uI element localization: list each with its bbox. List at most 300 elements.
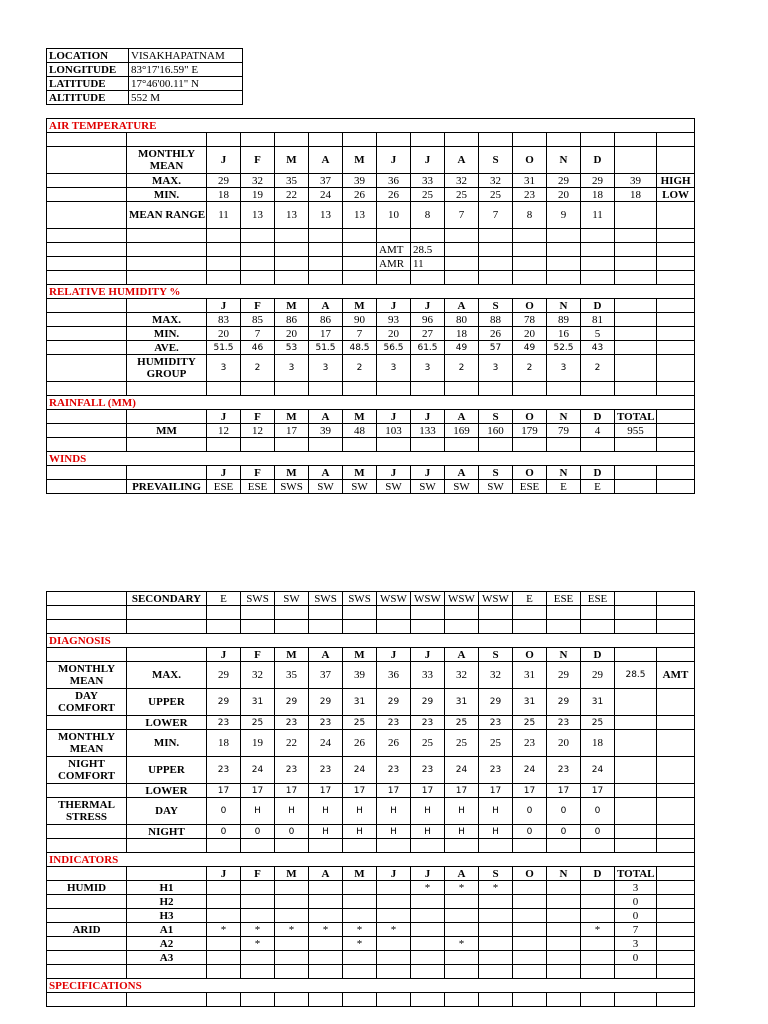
group-label: MONTHLY MEAN: [47, 730, 127, 757]
table-cell: [657, 382, 695, 396]
table-cell: [377, 993, 411, 1007]
table-cell: [275, 620, 309, 634]
group-label: DAY COMFORT: [47, 689, 127, 716]
value-cell: 2: [241, 355, 275, 382]
table-row: [47, 452, 695, 466]
value-cell: H: [309, 798, 343, 825]
indicator-mark: [207, 937, 241, 951]
indicator-mark: [275, 881, 309, 895]
value-cell: 26: [343, 188, 377, 202]
value-cell: 3: [377, 355, 411, 382]
table-cell: [581, 965, 615, 979]
table-cell: [547, 243, 581, 257]
table-cell: [615, 730, 657, 757]
table-cell: [275, 993, 309, 1007]
table-cell: [241, 229, 275, 243]
table-cell: [47, 466, 127, 480]
table-cell: [479, 257, 513, 271]
value-cell: ESE: [207, 480, 241, 494]
indicator-total: 0: [615, 909, 657, 923]
indicator-mark: *: [343, 937, 377, 951]
month-header: F: [241, 147, 275, 174]
indicator-mark: [275, 909, 309, 923]
indicator-code: H2: [127, 895, 207, 909]
value-cell: 17: [309, 784, 343, 798]
value-cell: 48: [343, 424, 377, 438]
month-header: D: [581, 648, 615, 662]
month-header: J: [377, 648, 411, 662]
table-cell: [547, 438, 581, 452]
total-header: TOTAL: [615, 410, 657, 424]
indicator-mark: [445, 923, 479, 937]
value-cell: 31: [581, 689, 615, 716]
table-cell: [615, 784, 657, 798]
indicator-mark: [581, 937, 615, 951]
table-cell: [513, 382, 547, 396]
table-row: [47, 410, 695, 424]
table-cell: [411, 229, 445, 243]
value-cell: E: [207, 592, 241, 606]
month-header: M: [343, 648, 377, 662]
value-cell: 31: [241, 689, 275, 716]
value-cell: 43: [581, 341, 615, 355]
table-cell: [657, 243, 695, 257]
group-label: THERMAL STRESS: [47, 798, 127, 825]
table-cell: [377, 271, 411, 285]
table-cell: [411, 839, 445, 853]
indicator-code: A3: [127, 951, 207, 965]
month-header: M: [343, 147, 377, 174]
indicator-mark: [445, 951, 479, 965]
table-cell: [47, 648, 127, 662]
indicator-mark: [547, 923, 581, 937]
month-header: O: [513, 410, 547, 424]
table-cell: [657, 757, 695, 784]
value-cell: 0: [513, 798, 547, 825]
value-cell: 36: [377, 662, 411, 689]
value-cell: 0: [547, 798, 581, 825]
table-cell: [657, 895, 695, 909]
specifications-title: SPECIFICATIONS: [47, 979, 695, 993]
value-cell: 80: [445, 313, 479, 327]
location-row: [47, 49, 243, 63]
row-label: MIN.: [127, 327, 207, 341]
table-cell: [479, 993, 513, 1007]
table-cell: [615, 243, 657, 257]
value-cell: 31: [343, 689, 377, 716]
table-cell: [657, 592, 695, 606]
value-cell: 25: [479, 188, 513, 202]
table-cell: [547, 229, 581, 243]
indicator-mark: [547, 937, 581, 951]
value-cell: 17: [547, 784, 581, 798]
rainfall-total: 955: [615, 424, 657, 438]
value-cell: 8: [513, 202, 547, 229]
month-header: M: [275, 299, 309, 313]
indicator-mark: [479, 937, 513, 951]
table-cell: [207, 243, 241, 257]
table-cell: [241, 438, 275, 452]
value-cell: 17: [411, 784, 445, 798]
value-cell: 26: [479, 327, 513, 341]
month-header: M: [343, 867, 377, 881]
value-cell: 89: [547, 313, 581, 327]
table-cell: [309, 243, 343, 257]
table-cell: [547, 382, 581, 396]
table-cell: [377, 965, 411, 979]
value-cell: 8: [411, 202, 445, 229]
value-cell: 17: [513, 784, 547, 798]
value-cell: 23: [275, 757, 309, 784]
table-cell: [657, 257, 695, 271]
month-header: J: [207, 410, 241, 424]
table-row: [47, 965, 695, 979]
value-cell: 36: [377, 174, 411, 188]
value-cell: 85: [241, 313, 275, 327]
table-cell: [207, 229, 241, 243]
table-cell: [513, 606, 547, 620]
value-cell: 103: [377, 424, 411, 438]
month-header: M: [275, 147, 309, 174]
indicator-mark: [377, 951, 411, 965]
month-header: J: [411, 648, 445, 662]
indicator-total: 3: [615, 937, 657, 951]
indicator-mark: *: [207, 923, 241, 937]
table-cell: [377, 229, 411, 243]
row-label: UPPER: [127, 689, 207, 716]
table-cell: [479, 839, 513, 853]
indicator-mark: [479, 895, 513, 909]
value-cell: 23: [479, 757, 513, 784]
row-label: MAX.: [127, 174, 207, 188]
indicator-mark: [581, 909, 615, 923]
indicator-mark: [275, 937, 309, 951]
table-cell: [581, 839, 615, 853]
indicator-mark: [309, 937, 343, 951]
total-header: TOTAL: [615, 867, 657, 881]
table-cell: [615, 716, 657, 730]
table-cell: [343, 993, 377, 1007]
table-cell: [657, 355, 695, 382]
value-cell: 25: [445, 716, 479, 730]
value-cell: 0: [207, 825, 241, 839]
value-cell: 23: [309, 757, 343, 784]
table-cell: [657, 620, 695, 634]
table-cell: [343, 257, 377, 271]
month-header: J: [377, 466, 411, 480]
month-header: J: [411, 466, 445, 480]
table-cell: [547, 993, 581, 1007]
table-cell: [275, 606, 309, 620]
row-label: LOWER: [127, 716, 207, 730]
table-cell: [513, 229, 547, 243]
rainfall-title: RAINFALL (MM): [47, 396, 695, 410]
table-cell: [275, 243, 309, 257]
month-header: N: [547, 147, 581, 174]
value-cell: ESE: [241, 480, 275, 494]
indicator-mark: [377, 937, 411, 951]
value-cell: 23: [411, 716, 445, 730]
group-label: MONTHLY MEAN: [47, 662, 127, 689]
table-cell: [657, 923, 695, 937]
value-cell: 18: [581, 730, 615, 757]
value-cell: 160: [479, 424, 513, 438]
row-label: UPPER: [127, 757, 207, 784]
value-cell: 23: [547, 716, 581, 730]
value-cell: 133: [411, 424, 445, 438]
table-row: [47, 730, 695, 757]
table-cell: [47, 327, 127, 341]
indicator-mark: [479, 909, 513, 923]
value-cell: 7: [479, 202, 513, 229]
indicator-mark: [207, 881, 241, 895]
row-label: MM: [127, 424, 207, 438]
value-cell: 17: [275, 424, 309, 438]
table-cell: [445, 438, 479, 452]
table-row: [47, 174, 695, 188]
table-cell: [513, 257, 547, 271]
value-cell: 179: [513, 424, 547, 438]
month-header: J: [377, 867, 411, 881]
table-row: [47, 229, 695, 243]
table-cell: [657, 909, 695, 923]
table-cell: [581, 257, 615, 271]
table-cell: [241, 620, 275, 634]
value-cell: 3: [479, 355, 513, 382]
table-cell: [127, 438, 207, 452]
table-cell: [479, 965, 513, 979]
month-header: A: [445, 147, 479, 174]
table-row: [47, 480, 695, 494]
amr-value: 11: [411, 257, 445, 271]
month-header: S: [479, 147, 513, 174]
table-cell: [615, 133, 657, 147]
table-cell: [47, 313, 127, 327]
indicator-total: 7: [615, 923, 657, 937]
table-row: [47, 895, 695, 909]
value-cell: WSW: [479, 592, 513, 606]
value-cell: WSW: [377, 592, 411, 606]
value-cell: 51.5: [309, 341, 343, 355]
table-cell: [445, 257, 479, 271]
table-cell: [343, 606, 377, 620]
table-cell: [615, 341, 657, 355]
row-label: DAY: [127, 798, 207, 825]
value-cell: E: [581, 480, 615, 494]
month-header: O: [513, 147, 547, 174]
table-cell: [581, 438, 615, 452]
table-cell: [47, 909, 127, 923]
indicator-mark: [343, 881, 377, 895]
month-header: S: [479, 299, 513, 313]
location-label: ALTITUDE: [47, 91, 129, 105]
table-cell: [127, 839, 207, 853]
value-cell: 96: [411, 313, 445, 327]
value-cell: 32: [479, 174, 513, 188]
value-cell: 20: [513, 327, 547, 341]
table-row: [47, 937, 695, 951]
table-cell: [127, 993, 207, 1007]
table-cell: [657, 202, 695, 229]
indicator-mark: *: [479, 881, 513, 895]
value-cell: SW: [411, 480, 445, 494]
value-cell: 18: [581, 188, 615, 202]
table-cell: [343, 382, 377, 396]
table-row: [47, 202, 695, 229]
table-cell: [127, 620, 207, 634]
indicator-mark: [377, 895, 411, 909]
value-cell: 24: [513, 757, 547, 784]
value-cell: ESE: [547, 592, 581, 606]
table-cell: [309, 133, 343, 147]
table-cell: [127, 382, 207, 396]
value-cell: SW: [479, 480, 513, 494]
table-cell: [47, 257, 127, 271]
table-cell: [657, 784, 695, 798]
month-header: M: [275, 410, 309, 424]
value-cell: 0: [581, 825, 615, 839]
value-cell: 29: [207, 662, 241, 689]
table-cell: [615, 606, 657, 620]
table-cell: [343, 229, 377, 243]
indicator-mark: [309, 951, 343, 965]
value-cell: H: [241, 798, 275, 825]
table-cell: [411, 382, 445, 396]
table-cell: [127, 229, 207, 243]
table-cell: [47, 299, 127, 313]
row-label: HUMIDITY GROUP: [127, 355, 207, 382]
month-header: S: [479, 648, 513, 662]
table-cell: [615, 257, 657, 271]
value-cell: 20: [377, 327, 411, 341]
row-label: MAX.: [127, 662, 207, 689]
value-cell: 23: [207, 757, 241, 784]
month-header: A: [309, 867, 343, 881]
indicator-mark: [581, 895, 615, 909]
value-cell: H: [479, 798, 513, 825]
table-cell: [47, 147, 127, 174]
value-cell: 86: [275, 313, 309, 327]
climate-table: [46, 118, 695, 494]
indicator-mark: *: [445, 881, 479, 895]
table-cell: [377, 438, 411, 452]
value-cell: SW: [445, 480, 479, 494]
indicator-mark: *: [241, 923, 275, 937]
indicator-mark: [479, 923, 513, 937]
table-cell: [275, 257, 309, 271]
table-cell: [657, 716, 695, 730]
indicator-mark: [547, 951, 581, 965]
value-cell: 26: [343, 730, 377, 757]
month-header: M: [275, 867, 309, 881]
value-cell: 2: [513, 355, 547, 382]
value-cell: 86: [309, 313, 343, 327]
indicator-mark: [581, 951, 615, 965]
value-cell: 57: [479, 341, 513, 355]
value-cell: ESE: [581, 592, 615, 606]
table-cell: [657, 937, 695, 951]
row-label: PREVAILING: [127, 480, 207, 494]
location-row: [47, 91, 243, 105]
value-cell: 17: [309, 327, 343, 341]
table-cell: [657, 689, 695, 716]
table-cell: [657, 867, 695, 881]
value-cell: 12: [241, 424, 275, 438]
value-cell: 3: [547, 355, 581, 382]
value-cell: SW: [309, 480, 343, 494]
table-cell: [445, 965, 479, 979]
value-cell: SWS: [241, 592, 275, 606]
table-cell: [47, 202, 127, 229]
value-cell: 17: [275, 784, 309, 798]
value-cell: 90: [343, 313, 377, 327]
value-cell: SW: [275, 592, 309, 606]
table-cell: [309, 839, 343, 853]
value-cell: 29: [547, 662, 581, 689]
row-label: MEAN RANGE: [127, 202, 207, 229]
value-cell: 17: [343, 784, 377, 798]
value-cell: 39: [343, 174, 377, 188]
low-value: 18: [615, 188, 657, 202]
table-cell: [615, 689, 657, 716]
table-cell: [479, 271, 513, 285]
table-cell: [479, 606, 513, 620]
month-header: J: [411, 867, 445, 881]
month-header: A: [445, 466, 479, 480]
table-row: [47, 119, 695, 133]
value-cell: 20: [275, 327, 309, 341]
location-value: 83°17'16.59" E: [129, 63, 243, 77]
indicator-mark: [513, 951, 547, 965]
table-cell: [127, 271, 207, 285]
month-header: F: [241, 299, 275, 313]
table-cell: [411, 606, 445, 620]
table-cell: [275, 965, 309, 979]
table-cell: [513, 243, 547, 257]
table-row: [47, 424, 695, 438]
humidity-title: RELATIVE HUMIDITY %: [47, 285, 695, 299]
month-header: A: [445, 867, 479, 881]
value-cell: 17: [479, 784, 513, 798]
table-cell: [127, 133, 207, 147]
table-cell: [127, 867, 207, 881]
value-cell: 24: [309, 730, 343, 757]
value-cell: 29: [207, 689, 241, 716]
value-cell: 25: [513, 716, 547, 730]
table-cell: [377, 382, 411, 396]
value-cell: 13: [343, 202, 377, 229]
indicator-mark: [411, 937, 445, 951]
table-cell: [127, 410, 207, 424]
table-row: [47, 257, 695, 271]
table-cell: [47, 480, 127, 494]
indicator-mark: *: [411, 881, 445, 895]
table-cell: [513, 965, 547, 979]
table-cell: [47, 965, 127, 979]
table-cell: [445, 993, 479, 1007]
value-cell: 11: [581, 202, 615, 229]
table-cell: [411, 271, 445, 285]
indicator-mark: [547, 881, 581, 895]
value-cell: 46: [241, 341, 275, 355]
table-cell: [657, 466, 695, 480]
indicator-mark: [513, 923, 547, 937]
value-cell: 17: [377, 784, 411, 798]
value-cell: 49: [445, 341, 479, 355]
indicator-code: A2: [127, 937, 207, 951]
month-header: D: [581, 410, 615, 424]
value-cell: 49: [513, 341, 547, 355]
